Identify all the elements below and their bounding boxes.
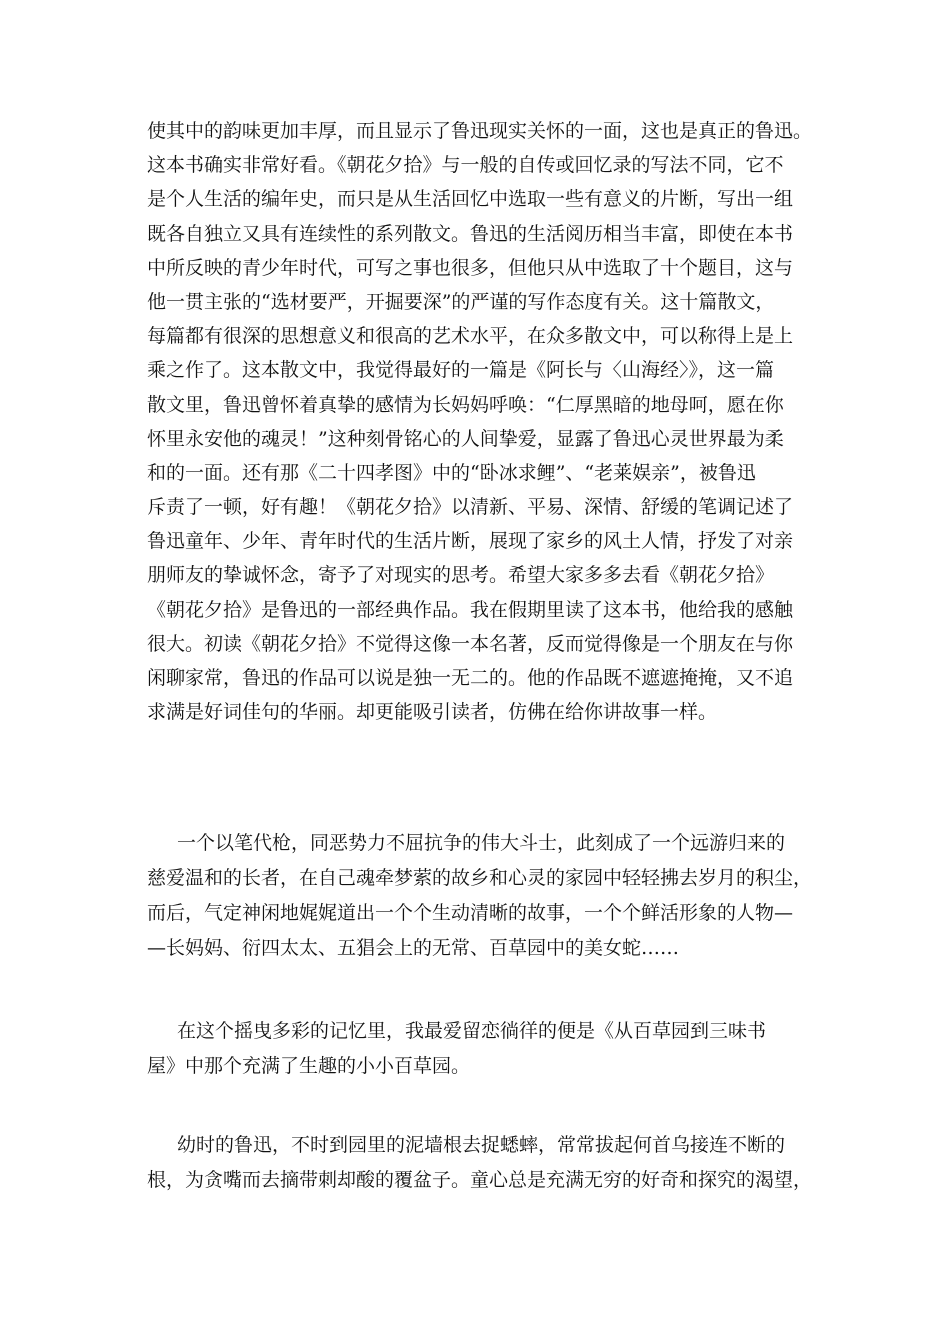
text-line: 怀里永安他的魂灵！”这种刻骨铭心的人间挚爱，显露了鲁迅心灵世界最为柔 — [147, 427, 784, 450]
paragraph-garden-memory — [147, 1014, 827, 1084]
text-line: 慈爱温和的长者，在自己魂牵梦萦的故乡和心灵的家园中轻轻拂去岁月的积尘， — [147, 867, 813, 889]
text-line: 既各自独立又具有连续性的系列散文。鲁迅的生活阅历相当丰富，即使在本书 — [147, 222, 794, 245]
text-line: 朋师友的挚诚怀念，寄予了对现实的思考。希望大家多多去看《朝花夕拾》 — [147, 564, 775, 587]
text-line: 在这个摇曳多彩的记忆里，我最爱留恋徜徉的便是《从百草园到三味书 — [177, 1020, 767, 1042]
text-line: 中所反映的青少年时代，可写之事也很多，但他只从中选取了十个题目，这与 — [147, 256, 794, 279]
text-line: 他一贯主张的“选材要严，开掘要深”的严谨的写作态度有关。这十篇散文， — [147, 290, 775, 313]
text-line: 斥责了一顿，好有趣！《朝花夕拾》以清新、平易、深情、舒缓的笔调记述了 — [147, 496, 794, 519]
text-line: 很大。初读《朝花夕拾》不觉得这像一本名著，反而觉得像是一个朋友在与你 — [147, 632, 794, 655]
text-line: 《朝花夕拾》是鲁迅的一部经典作品。我在假期里读了这本书，他给我的感触 — [147, 598, 794, 621]
text-line: 闲聊家常，鲁迅的作品可以说是独一无二的。他的作品既不遮遮掩掩，又不追 — [147, 667, 794, 689]
text-line: 根，为贪嘴而去摘带刺却酸的覆盆子。童心总是充满无穷的好奇和探究的渴望， — [147, 1169, 813, 1191]
text-line: 是个人生活的编年史，而只是从生活回忆中选取一些有意义的片断，写出一组 — [147, 188, 794, 211]
text-line: 求满是好词佳句的华丽。却更能吸引读者，仿佛在给你讲故事一样。 — [147, 701, 718, 724]
text-line: 每篇都有很深的思想意义和很高的艺术水平，在众多散文中，可以称得上是上 — [147, 325, 794, 348]
text-line: 一个以笔代枪，同恶势力不屈抗争的伟大斗士，此刻成了一个远游归来的 — [177, 832, 786, 854]
paragraph-warrior — [147, 826, 827, 966]
text-line: 鲁迅童年、少年、青年时代的生活片断，展现了家乡的风土人情，抒发了对亲 — [147, 530, 794, 553]
text-line: 散文里，鲁迅曾怀着真挚的感情为长妈妈呼唤：“仁厚黑暗的地母呵，愿在你 — [147, 393, 784, 416]
text-line: 屋》中那个充满了生趣的小小百草园。 — [147, 1055, 471, 1077]
paragraph-childhood — [147, 1128, 827, 1198]
text-line: 和的一面。还有那《二十四孝图》中的“卧冰求鲤”、“老莱娱亲”，被鲁迅 — [147, 461, 756, 484]
text-line: 这本书确实非常好看。《朝花夕拾》与一般的自传或回忆录的写法不同，它不 — [147, 154, 784, 177]
text-line: 幼时的鲁迅，不时到园里的泥墙根去捉蟋蟀，常常拔起何首乌接连不断的 — [177, 1134, 786, 1156]
text-line: 而后，气定神闲地娓娓道出一个个生动清晰的故事，一个个鲜活形象的人物— — [147, 902, 794, 924]
text-line: 乘之作了。这本散文中，我觉得最好的一篇是《阿长与〈山海经〉》，这一篇 — [147, 359, 775, 382]
paragraph-review — [147, 114, 827, 729]
text-line: 使其中的韵味更加丰厚，而且显示了鲁迅现实关怀的一面，这也是真正的鲁迅。 — [147, 120, 813, 142]
text-line: —长妈妈、衍四太太、五猖会上的无常、百草园中的美女蛇…… — [147, 937, 680, 959]
